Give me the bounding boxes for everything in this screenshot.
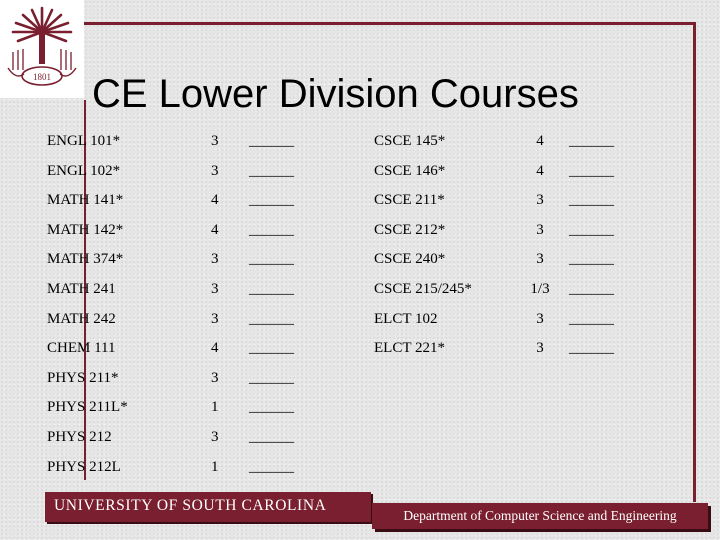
grade-blank: ______ bbox=[249, 162, 294, 179]
grade-blank: ______ bbox=[569, 280, 614, 297]
course-name: PHYS 211L* bbox=[47, 399, 128, 416]
course-credits: 4 bbox=[211, 192, 219, 209]
course-name: MATH 242 bbox=[47, 310, 116, 327]
course-credits: 3 bbox=[536, 340, 544, 357]
table-row bbox=[47, 245, 647, 275]
grade-blank: ______ bbox=[249, 280, 294, 297]
grade-blank: ______ bbox=[249, 133, 294, 149]
table-row bbox=[47, 423, 647, 453]
course-credits: 4 bbox=[536, 162, 544, 179]
table-row bbox=[47, 364, 647, 394]
course-credits: 3 bbox=[536, 310, 544, 327]
university-logo bbox=[0, 0, 84, 98]
frame-top-rule bbox=[84, 22, 696, 25]
grade-blank: ______ bbox=[249, 399, 294, 416]
department-name-banner bbox=[372, 503, 708, 529]
course-credits: 1/3 bbox=[530, 280, 550, 297]
course-credits: 3 bbox=[211, 428, 219, 445]
course-credits: 3 bbox=[211, 133, 219, 149]
course-name: CHEM 111 bbox=[47, 340, 116, 357]
course-credits: 3 bbox=[211, 251, 219, 268]
course-credits: 1 bbox=[211, 458, 219, 475]
course-credits: 3 bbox=[536, 221, 544, 238]
table-row bbox=[47, 453, 647, 483]
course-table bbox=[47, 127, 647, 482]
svg-text:1801: 1801 bbox=[33, 72, 51, 82]
course-credits: 3 bbox=[211, 280, 219, 297]
grade-blank: ______ bbox=[249, 251, 294, 268]
course-name: MATH 141* bbox=[47, 192, 124, 209]
course-credits: 3 bbox=[536, 251, 544, 268]
table-row bbox=[47, 275, 647, 305]
grade-blank: ______ bbox=[249, 458, 294, 475]
course-name: ELCT 221* bbox=[374, 340, 445, 357]
university-name-banner bbox=[45, 492, 371, 522]
table-row bbox=[47, 127, 647, 157]
table-row bbox=[47, 157, 647, 187]
course-name: PHYS 211* bbox=[47, 369, 119, 386]
course-name: ELCT 102 bbox=[374, 310, 438, 327]
grade-blank: ______ bbox=[249, 192, 294, 209]
table-row bbox=[47, 334, 647, 364]
course-name: CSCE 145* bbox=[374, 133, 446, 149]
grade-blank: ______ bbox=[249, 221, 294, 238]
course-credits: 1 bbox=[211, 399, 219, 416]
course-name: CSCE 211* bbox=[374, 192, 445, 209]
course-credits: 4 bbox=[211, 221, 219, 238]
grade-blank: ______ bbox=[569, 133, 614, 149]
course-credits: 3 bbox=[211, 310, 219, 327]
course-credits: 3 bbox=[211, 162, 219, 179]
department-name: Department of Computer Science and Engineering bbox=[403, 508, 677, 523]
course-name: CSCE 240* bbox=[374, 251, 446, 268]
course-name: PHYS 212L bbox=[47, 458, 121, 475]
course-name: MATH 142* bbox=[47, 221, 124, 238]
course-credits: 3 bbox=[211, 369, 219, 386]
course-name: ENGL 101* bbox=[47, 133, 121, 149]
frame-right-rule bbox=[693, 22, 696, 502]
grade-blank: ______ bbox=[569, 340, 614, 357]
table-row bbox=[47, 186, 647, 216]
slide-title: CE Lower Division Courses bbox=[92, 72, 579, 116]
course-name: CSCE 215/245* bbox=[374, 280, 472, 297]
grade-blank: ______ bbox=[569, 221, 614, 238]
grade-blank: ______ bbox=[249, 369, 294, 386]
grade-blank: ______ bbox=[249, 340, 294, 357]
grade-blank: ______ bbox=[569, 251, 614, 268]
course-credits: 4 bbox=[211, 340, 219, 357]
grade-blank: ______ bbox=[569, 192, 614, 209]
course-name: ENGL 102* bbox=[47, 162, 121, 179]
course-name: MATH 374* bbox=[47, 251, 124, 268]
palmetto-seal-icon bbox=[4, 4, 80, 94]
grade-blank: ______ bbox=[569, 162, 614, 179]
course-credits: 4 bbox=[536, 133, 544, 149]
course-name: CSCE 146* bbox=[374, 162, 446, 179]
table-row bbox=[47, 393, 647, 423]
table-row bbox=[47, 305, 647, 335]
course-name: MATH 241 bbox=[47, 280, 116, 297]
grade-blank: ______ bbox=[249, 428, 294, 445]
grade-blank: ______ bbox=[249, 310, 294, 327]
university-name: UNIVERSITY OF SOUTH CAROLINA bbox=[54, 497, 327, 514]
course-name: PHYS 212 bbox=[47, 428, 112, 445]
course-name: CSCE 212* bbox=[374, 221, 446, 238]
grade-blank: ______ bbox=[569, 310, 614, 327]
course-credits: 3 bbox=[536, 192, 544, 209]
table-row bbox=[47, 216, 647, 246]
